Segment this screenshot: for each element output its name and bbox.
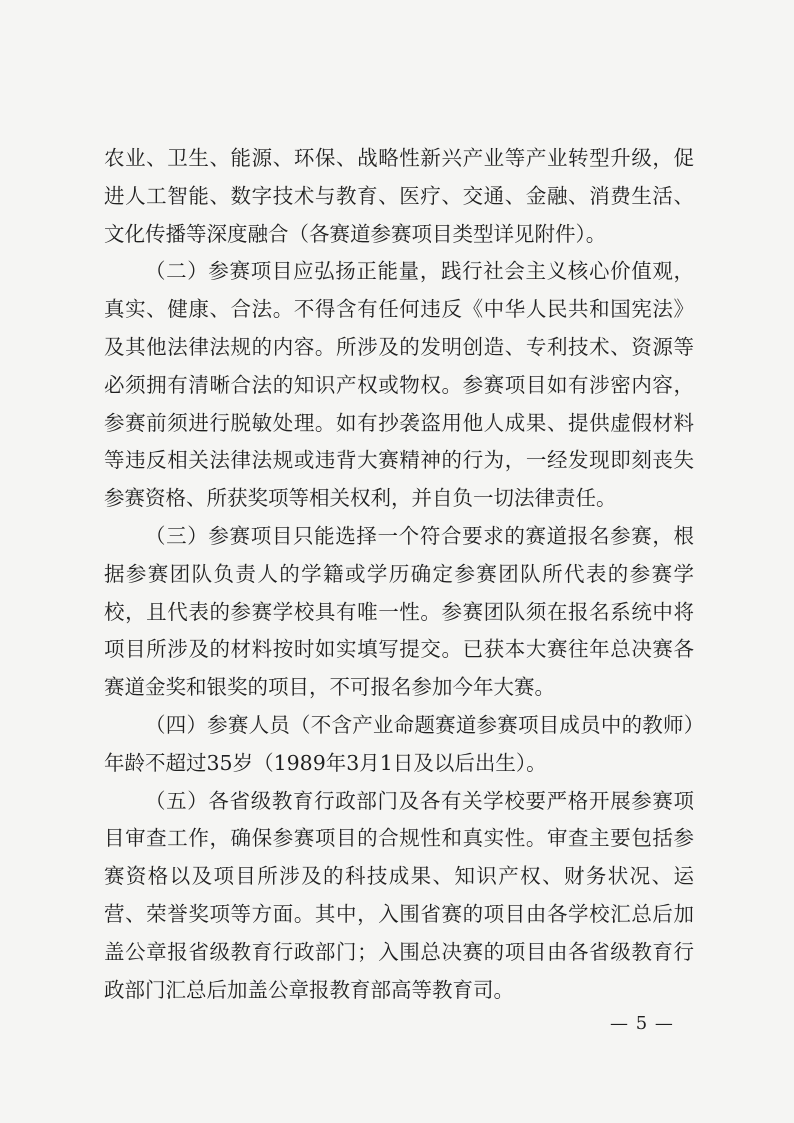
paragraph-item-2: （二）参赛项目应弘扬正能量，践行社会主义核心价值观，真实、健康、合法。不得含有任何违反《中华人民共和国宪法》及其他法律法规的内容。所涉及的发明创造、专利技术、资源等必须拥有清晰合法的知识产权或物权。参赛项目如有涉密内容，参赛前须进行脱敏处理。如有抄袭盗用他人成果、提供虚假材料等违反相关法律法规或违背大赛精神的行为，一经发现即刻丧失参赛资格、所获奖项等相关权利，并自负一切法律责任。 [104, 259, 694, 511]
page-number: — 5 — [610, 1013, 674, 1034]
paragraph-industry-integration: 农业、卫生、能源、环保、战略性新兴产业等产业转型升级，促进人工智能、数字技术与教育、医疗、交通、金融、消费生活、文化传播等深度融合（各赛道参赛项目类型详见附件）。 [104, 146, 694, 246]
paragraph-item-4: （四）参赛人员（不含产业命题赛道参赛项目成员中的教师）年龄不超过35岁（1989年3月1日及以后出生）。 [104, 712, 694, 775]
document-body [104, 140, 694, 1009]
paragraph-item-5: （五）各省级教育行政部门及各有关学校要严格开展参赛项目审查工作，确保参赛项目的合规性和真实性。审查主要包括参赛资格以及项目所涉及的科技成果、知识产权、财务状况、运营、荣誉奖项等方面。其中，入围省赛的项目由各学校汇总后加盖公章报省级教育行政部门；入围总决赛的项目由各省级教育行政部门汇总后加盖公章报教育部高等教育司。 [104, 788, 694, 1002]
paragraph-item-3: （三）参赛项目只能选择一个符合要求的赛道报名参赛，根据参赛团队负责人的学籍或学历确定参赛团队所代表的参赛学校，且代表的参赛学校具有唯一性。参赛团队须在报名系统中将项目所涉及的材料按时如实填写提交。已获本大赛往年总决赛各赛道金奖和银奖的项目，不可报名参加今年大赛。 [104, 523, 694, 700]
